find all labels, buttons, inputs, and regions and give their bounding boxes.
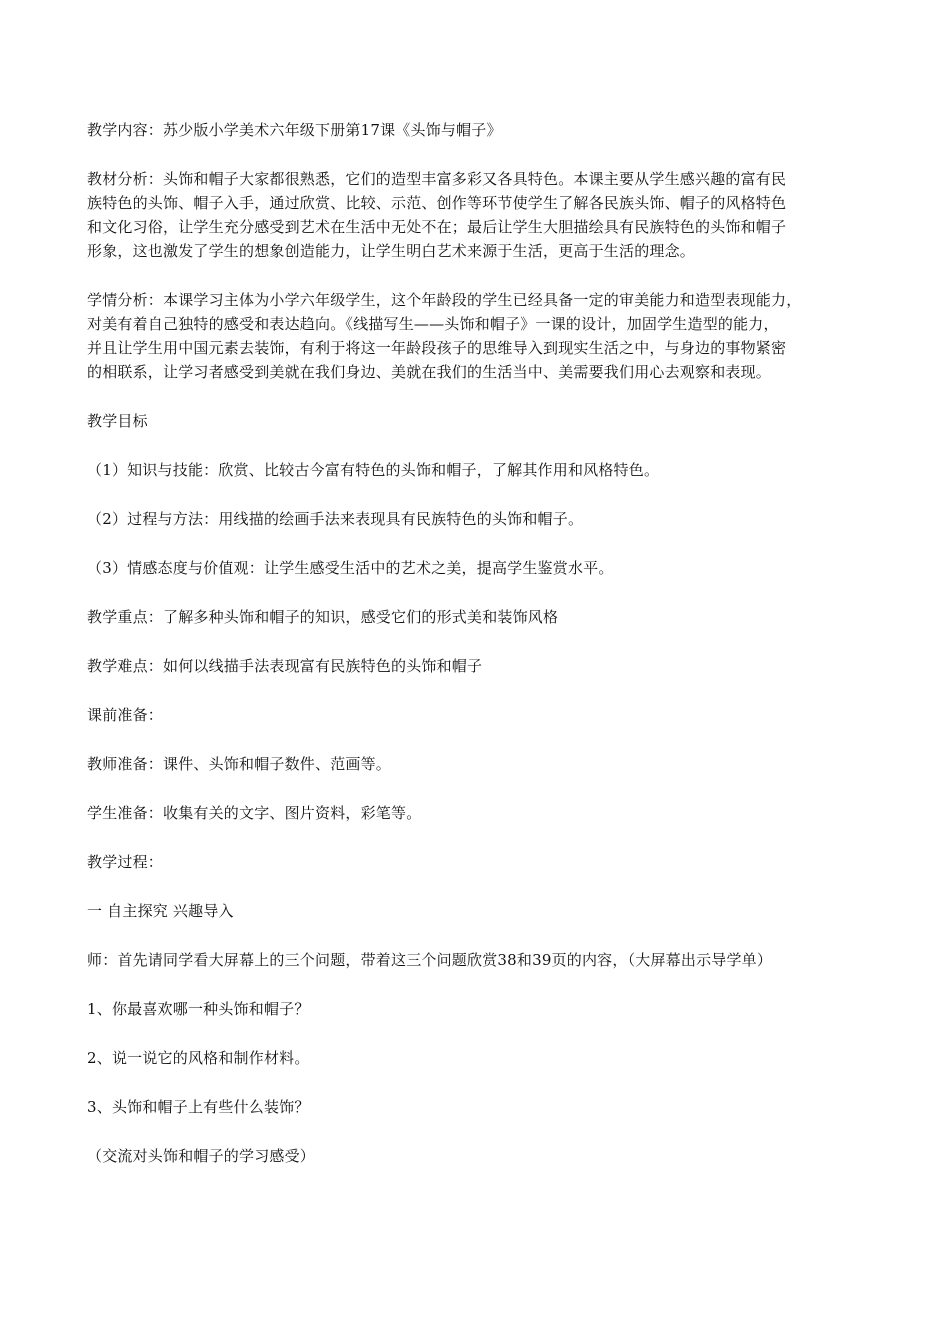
student-analysis xyxy=(87,288,887,384)
key-point-text: 教学重点：了解多种头饰和帽子的知识，感受它们的形式美和装饰风格 xyxy=(87,608,559,626)
goal-1-text: （1）知识与技能：欣赏、比较古今富有特色的头饰和帽子，了解其作用和风格特色。 xyxy=(87,461,660,479)
student-prep xyxy=(87,801,887,825)
goals-title-text: 教学目标 xyxy=(87,412,148,430)
exchange-note-text: （交流对头饰和帽子的学习感受） xyxy=(87,1147,316,1165)
goal-3-text: （3）情感态度与价值观：让学生感受生活中的艺术之美，提高学生鉴赏水平。 xyxy=(87,559,614,577)
textbook-analysis-line: 族特色的头饰、帽子入手，通过欣赏、比较、示范、创作等环节使学生了解各民族头饰、帽子的风格特色 xyxy=(87,194,787,212)
question-1-text: 1、你最喜欢哪一种头饰和帽子？ xyxy=(87,1000,310,1018)
teacher-prep-text: 教师准备：课件、头饰和帽子数件、范画等。 xyxy=(87,755,392,773)
document-page xyxy=(87,118,887,1193)
student-analysis-line: 对美有着自己独特的感受和表达趋向。《线描写生——头饰和帽子》一课的设计，加固学生造型的能力， xyxy=(87,315,779,333)
question-3 xyxy=(87,1095,887,1119)
textbook-analysis-line: 和文化习俗，让学生充分感受到艺术在生活中无处不在；最后让学生大胆描绘具有民族特色的头饰和帽子 xyxy=(87,218,787,236)
difficult-point xyxy=(87,654,887,678)
student-analysis-line: 并且让学生用中国元素去装饰，有利于将这一年龄段孩子的思维导入到现实生活之中，与身边的事物紧密 xyxy=(87,339,787,357)
student-analysis-line: 的相联系，让学习者感受到美就在我们身边、美就在我们的生活当中、美需要我们用心去观察和表现。 xyxy=(87,363,772,381)
teacher-instruction xyxy=(87,948,887,972)
teaching-content xyxy=(87,118,887,142)
section-1-heading-text: 一 自主探究 兴趣导入 xyxy=(87,902,234,920)
key-point xyxy=(87,605,887,629)
textbook-analysis xyxy=(87,167,887,263)
prep-title xyxy=(87,703,887,727)
question-2-text: 2、说一说它的风格和制作材料。 xyxy=(87,1049,310,1067)
goal-3 xyxy=(87,556,887,580)
goals-title xyxy=(87,409,887,433)
section-1-heading xyxy=(87,899,887,923)
textbook-analysis-line: 形象，这也激发了学生的想象创造能力，让学生明白艺术来源于生活，更高于生活的理念。 xyxy=(87,242,696,260)
teacher-instruction-text: 师：首先请同学看大屏幕上的三个问题，带着这三个问题欣赏38和39页的内容，（大屏幕出示导学单） xyxy=(87,951,773,969)
textbook-analysis-line: 教材分析：头饰和帽子大家都很熟悉，它们的造型丰富多彩又各具特色。本课主要从学生感兴趣的富有民 xyxy=(87,170,787,188)
prep-title-text: 课前准备： xyxy=(87,706,164,724)
goal-2-text: （2）过程与方法：用线描的绘画手法来表现具有民族特色的头饰和帽子。 xyxy=(87,510,584,528)
teaching-content-text: 教学内容：苏少版小学美术六年级下册第17课《头饰与帽子》 xyxy=(87,121,502,139)
process-title-text: 教学过程： xyxy=(87,853,164,871)
goal-2 xyxy=(87,507,887,531)
question-2 xyxy=(87,1046,887,1070)
student-analysis-line: 学情分析：本课学习主体为小学六年级学生，这个年龄段的学生已经具备一定的审美能力和造型表现能力， xyxy=(87,291,802,309)
difficult-point-text: 教学难点：如何以线描手法表现富有民族特色的头饰和帽子 xyxy=(87,657,483,675)
exchange-note xyxy=(87,1144,887,1168)
teacher-prep xyxy=(87,752,887,776)
process-title xyxy=(87,850,887,874)
question-1 xyxy=(87,997,887,1021)
goal-1 xyxy=(87,458,887,482)
question-3-text: 3、头饰和帽子上有些什么装饰？ xyxy=(87,1098,310,1116)
student-prep-text: 学生准备：收集有关的文字、图片资料，彩笔等。 xyxy=(87,804,422,822)
